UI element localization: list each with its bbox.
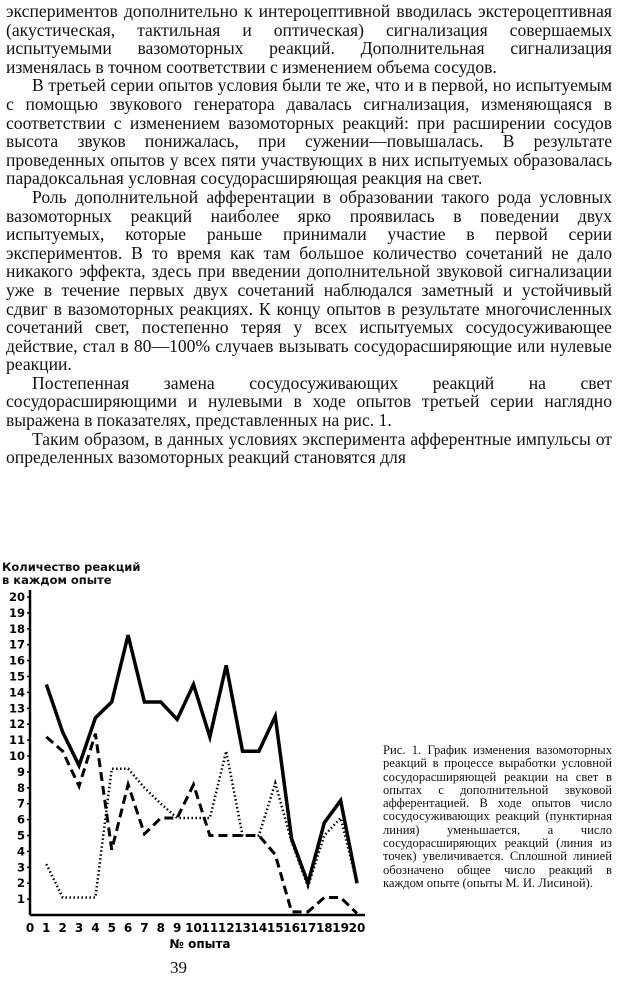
y-tick-label: 3 [16,860,25,875]
x-tick-label: 1 [42,921,51,935]
y-tick-label: 19 [8,605,25,620]
y-tick-label: 17 [8,637,25,652]
page-number: 39 [170,958,187,977]
y-tick-label: 18 [8,621,25,636]
y-tick-label: 9 [16,764,25,779]
x-tick-label: 7 [140,921,149,935]
chart-ylabel [2,561,140,587]
x-tick-label: 16 [283,921,300,935]
y-tick-label: 14 [8,685,25,700]
series-line-solid [46,635,357,883]
y-tick-label: 13 [8,701,25,716]
chart-xlabel: № опыта [169,937,231,951]
x-tick-label: 4 [91,921,100,935]
x-tick-label: 13 [234,921,251,935]
x-tick-label: 6 [123,921,133,935]
chart-series [46,635,357,913]
x-tick-label: 8 [156,921,165,935]
x-tick-label: 0 [25,921,35,935]
y-tick-label: 10 [8,749,25,763]
paragraph-3: Роль дополнительной афферентации в образовании такого рода условных вазомоторных реакций наиболее ярко проявилась в поведении двух испытуемых, которые раньше принимали участие в первой серии экспериментов. В то время как там большое количество сочетаний не дало никакого эффекта, здесь при введении дополнительной звуковой сигнализации уже в течение первых двух сочетаний наблюдался заметный и устойчивый сдвиг в вазомоторных реакциях. К концу опытов в результате многочисленных сочетаний свет, постепенно теряя у всех испытуемых сосудосуживающее действие, стал в 80—100% случаев вызывать сосудорасширяющие или нулевые реакции. [6,186,612,375]
y-tick-label: 16 [8,653,25,668]
y-tick-label: 6 [16,812,25,827]
y-tick-label: 4 [16,844,25,859]
x-tick-label: 10 [185,921,202,935]
paragraph-4: Постепенная замена сосудосуживающих реакций на свет сосудорасширяющими и нулевыми в ходе опытов третьей серии наглядно выражена в показателях, представленных на рис. 1. [6,372,612,431]
paragraph-2: В третьей серии опытов условия были те же, что и в первой, но испытуемым с помощью звукового генератора давалась сигнализация, изменяющаяся в соответствии с изменением вазомоторных реакций: при расширении сосудов высота звуков понижалась, при сужении—повышалась. В результате проведенных опытов у всех пяти участвующих в них испытуемых образовалась парадоксальная условная сосудорасширяющая реакция на свет. [6,75,612,189]
y-tick-label: 20 [8,590,25,604]
x-tick-label: 17 [299,921,317,935]
x-tick-label: 5 [107,921,116,935]
y-tick-label: 12 [8,717,25,732]
figure-caption: Рис. 1. График изменения вазомоторных реакций в процессе выработки условной сосудорасширяющей реакции на свет в опытах с дополнительной звуковой афферентацией. В ходе опытов число сосудосуживающих реакций (пунктирная линия) уменьшается, а число сосудорасширяющих реакций (линия из точек) увеличивается. Сплошной линией обозначено общее число реакций в каждом опыте (опыты М. И. Лисиной). [383,743,612,890]
x-tick-label: 12 [217,921,235,935]
chart-ylabel-line2: в каждом опыте [2,573,112,587]
paragraph-1: экспериментов дополнительно к интероцептивной вводилась экстероцептивная (акустическая, тактильная и оптическая) сигнализация совершаемых испытуемыми вазомоторных реакций. Дополнительная сигнализация изменялась в точном соответствии с изменением объема сосудов. [6,1,612,77]
x-tick-label: 20 [348,921,366,935]
y-tick-label: 5 [16,828,25,843]
y-tick-label: 1 [16,892,25,907]
x-tick-label: 15 [266,921,284,935]
x-tick-label: 9 [172,921,182,935]
x-tick-label: 11 [201,921,219,935]
chart-tick-labels [9,590,365,935]
reactions-line-chart [0,585,380,955]
y-tick-label: 7 [16,796,25,811]
y-tick-label: 8 [16,780,25,795]
series-line-dashed [46,734,357,914]
y-tick-label: 15 [8,669,25,684]
x-tick-label: 14 [250,921,268,935]
x-tick-label: 18 [315,921,333,935]
body-text [6,2,612,467]
x-tick-label: 2 [58,921,67,935]
x-tick-label: 19 [332,921,350,935]
y-tick-label: 11 [8,733,25,748]
x-tick-label: 3 [74,921,84,935]
chart-ylabel-line1: Количество реакций [2,560,141,574]
paragraph-5: Таким образом, в данных условиях эксперимента афферентные импульсы от определенных вазомоторных реакций становятся для [6,428,612,468]
y-tick-label: 2 [16,876,25,891]
